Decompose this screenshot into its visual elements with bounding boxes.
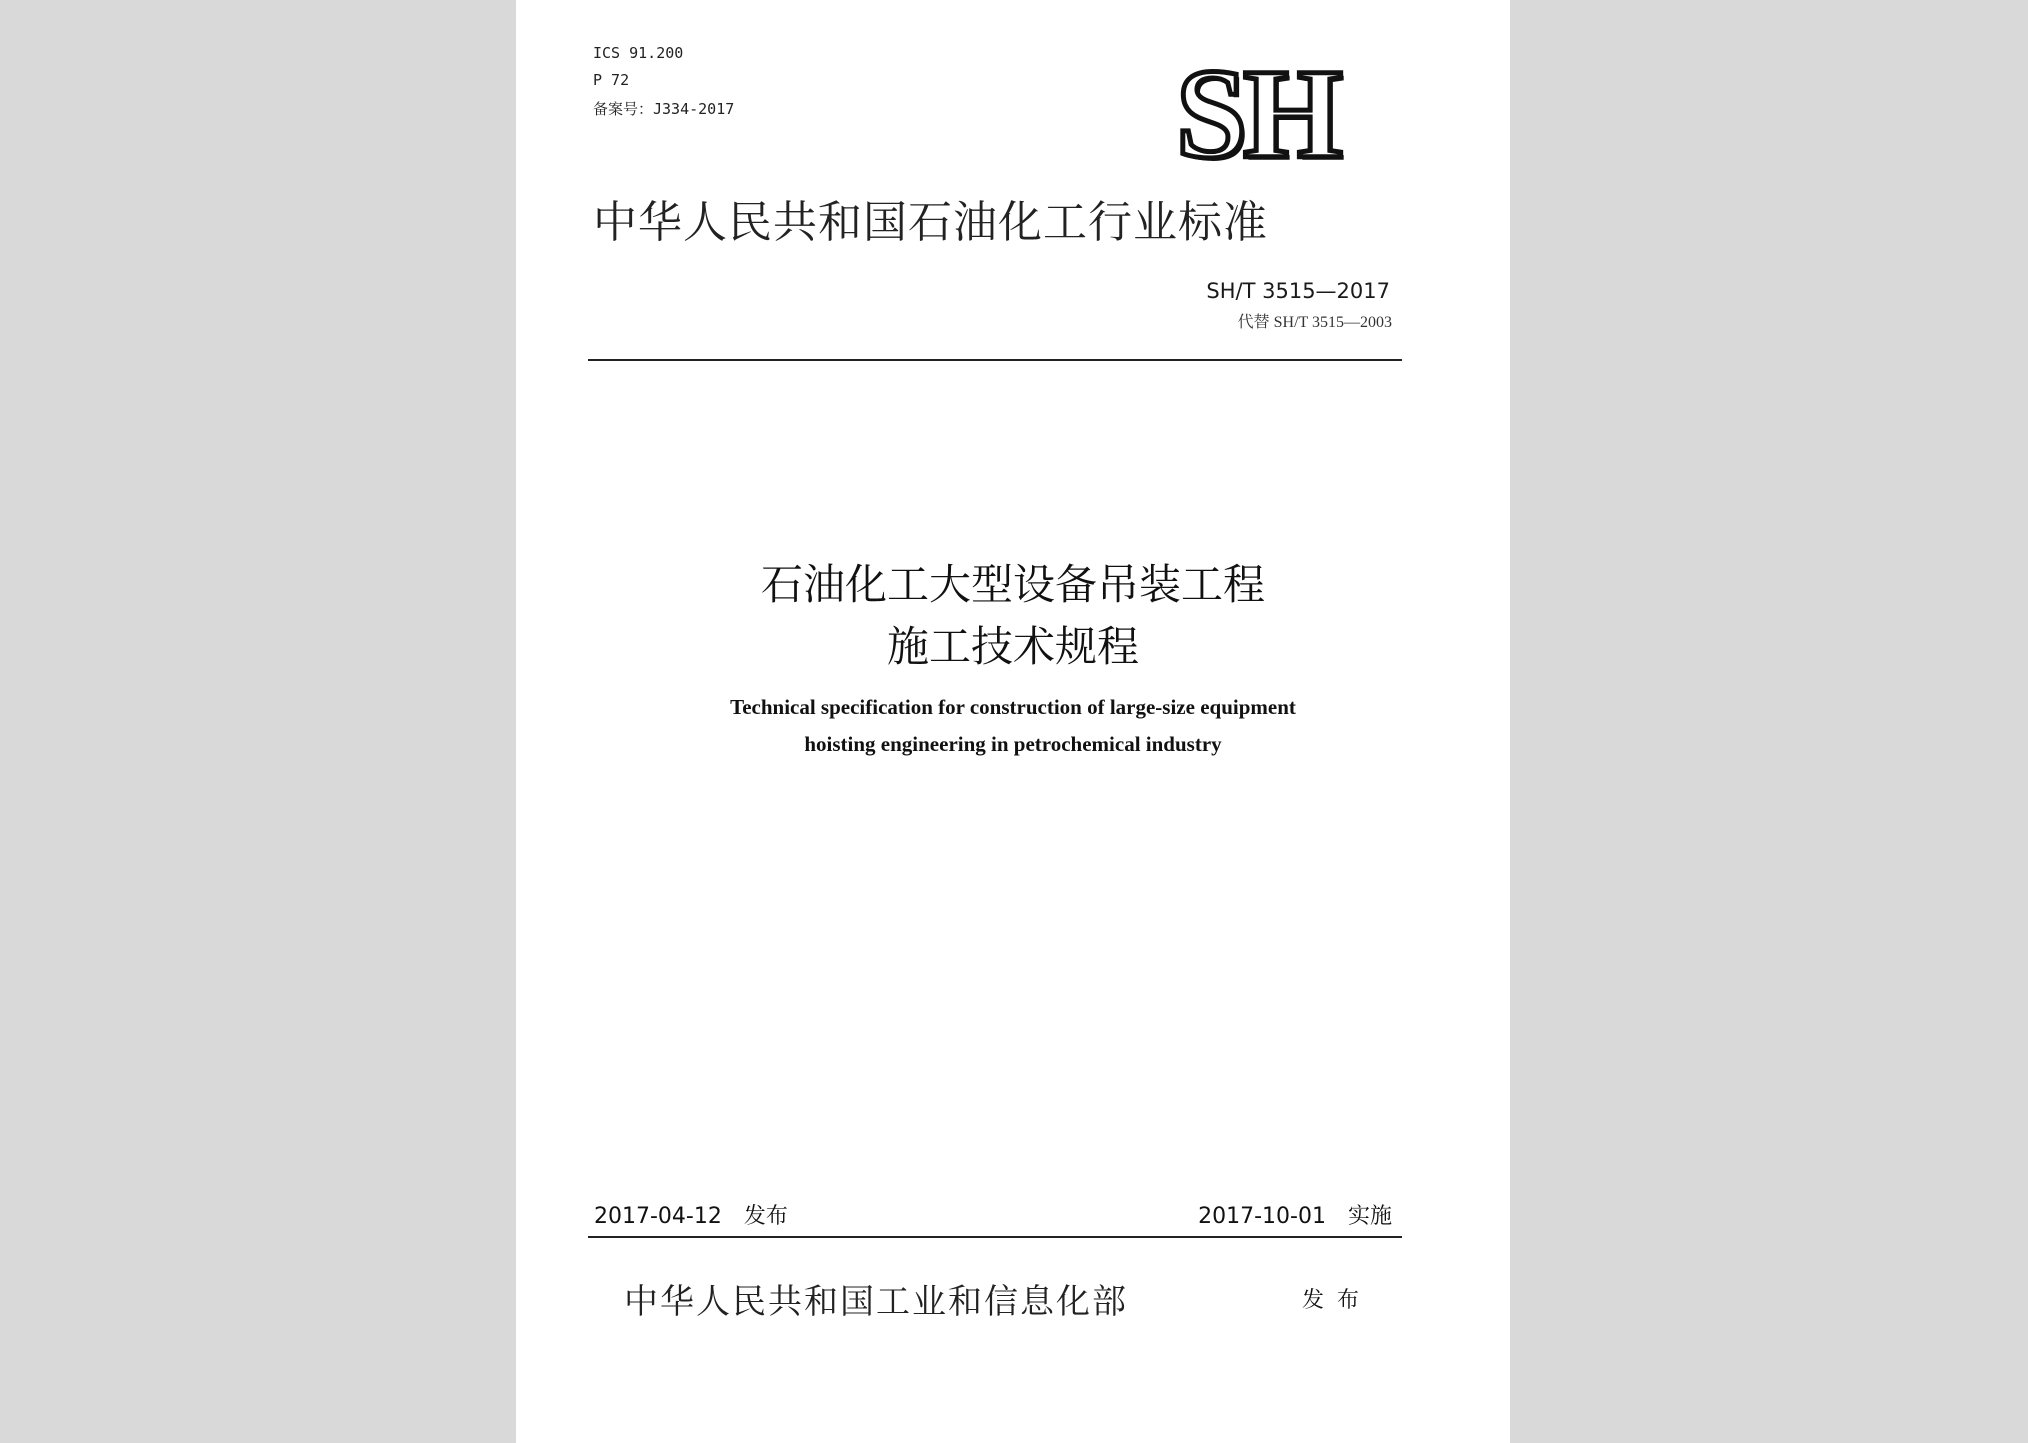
standard-number: SH/T 3515—2017 [1206,279,1390,303]
issue-label: 发布 [743,1204,788,1229]
standard-category-header: 中华人民共和国石油化工行业标准 [593,197,1268,248]
classification-code: P 72 [593,71,630,89]
document-page [516,0,1510,1443]
implementation-date [1198,1199,1392,1230]
impl-label: 实施 [1347,1204,1392,1229]
title-cn-line1: 石油化工大型设备吊装工程 [760,560,1265,609]
issue-date-value: 2017-04-12 [594,1204,722,1229]
impl-date-value: 2017-10-01 [1198,1204,1326,1229]
publisher-name: 中华人民共和国工业和信息化部 [624,1282,1128,1322]
top-divider [588,359,1402,361]
sh-logo: SH [1176,43,1339,185]
ics-code: ICS 91.200 [593,44,684,62]
publish-label: 发 布 [1302,1288,1359,1313]
bottom-divider [588,1236,1402,1238]
title-en-line1: Technical specification for construction of large-size equipment [730,695,1296,719]
replaced-standard: 代替 SH/T 3515—2003 [1237,314,1392,331]
title-en-line2: hoisting engineering in petrochemical industry [804,732,1222,756]
issue-date [594,1199,788,1230]
record-number: 备案号：J334-2017 [593,100,735,118]
title-cn-line2: 施工技术规程 [886,622,1139,671]
